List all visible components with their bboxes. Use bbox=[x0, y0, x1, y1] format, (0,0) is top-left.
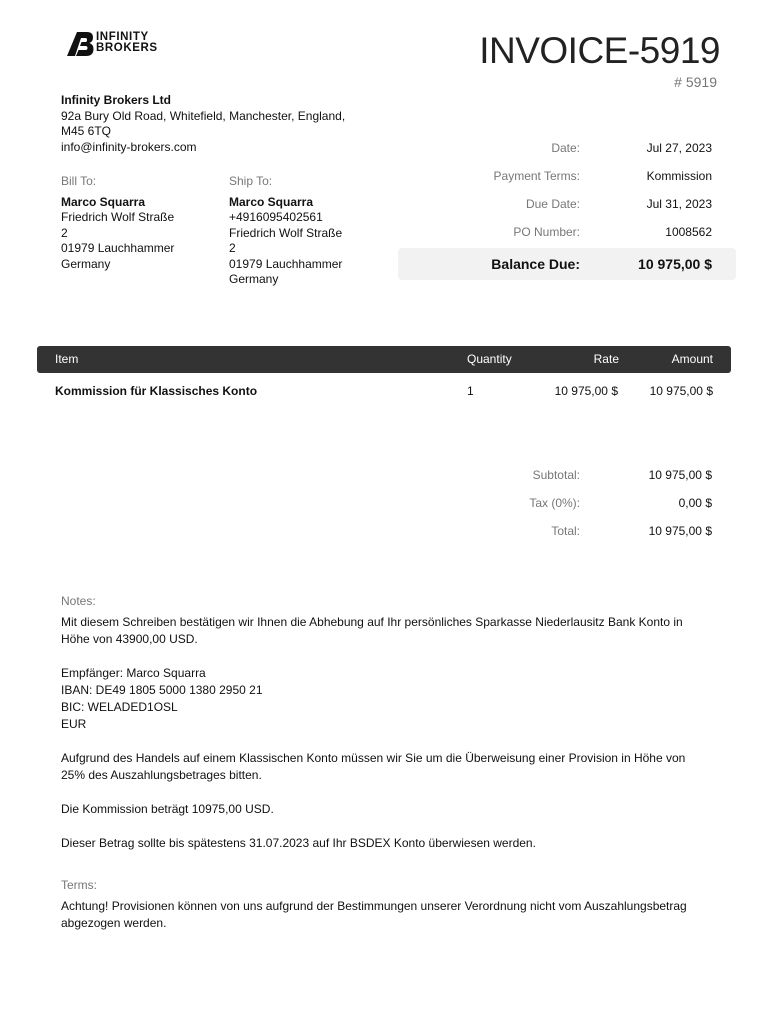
notes-iban: IBAN: DE49 1805 5000 1380 2950 21 bbox=[61, 683, 263, 697]
ship-to-city: 01979 Lauchhammer bbox=[229, 256, 343, 271]
bill-to-name: Marco Squarra bbox=[61, 194, 146, 209]
notes-bic: BIC: WELADED1OSL bbox=[61, 700, 178, 714]
item-description: Kommission für Klassisches Konto bbox=[55, 384, 258, 398]
notes-p4: Dieser Betrag sollte bis spätestens 31.07.2023 auf Ihr BSDEX Konto überwiesen werden. bbox=[61, 836, 536, 850]
item-amount: 10 975,00 $ bbox=[649, 384, 713, 398]
notes-p2-line1: Aufgrund des Handels auf einem Klassischen Konto müssen wir Sie um die Überweisung einer Provision in Höhe von bbox=[61, 751, 686, 765]
due-date-label: Due Date: bbox=[525, 197, 580, 211]
sender-address-line2: M45 6TQ bbox=[61, 124, 112, 138]
notes-p1-line1: Mit diesem Schreiben bestätigen wir Ihnen die Abhebung auf Ihr persönliches Sparkasse Niederlausitz Bank Konto in bbox=[61, 615, 683, 629]
ship-to-name: Marco Squarra bbox=[229, 194, 314, 209]
subtotal-value: 10 975,00 $ bbox=[648, 468, 712, 482]
ship-to-block bbox=[229, 174, 379, 288]
balance-due-value: 10 975,00 $ bbox=[638, 256, 712, 272]
terms-line1: Achtung! Provisionen können von uns aufgrund der Bestimmungen unserer Verordnung nicht vom Auszahlungsbetrag bbox=[61, 899, 687, 913]
invoice-title: INVOICE-5919 bbox=[479, 30, 720, 71]
due-date-value: Jul 31, 2023 bbox=[646, 197, 712, 211]
ship-to-label: Ship To: bbox=[229, 174, 273, 188]
subtotal-label: Subtotal: bbox=[532, 468, 580, 482]
notes-p3: Die Kommission beträgt 10975,00 USD. bbox=[61, 802, 274, 816]
payment-terms-value: Kommission bbox=[646, 169, 712, 183]
items-table-header bbox=[37, 346, 731, 373]
notes-p2-line2: 25% des Auszahlungsbetrages bitten. bbox=[61, 768, 262, 782]
item-quantity: 1 bbox=[467, 384, 474, 398]
tax-row bbox=[398, 489, 736, 517]
meta-date-row bbox=[398, 134, 736, 162]
sender-block bbox=[61, 93, 361, 155]
terms-label: Terms: bbox=[61, 878, 97, 892]
tax-value: 0,00 $ bbox=[678, 496, 712, 510]
ship-to-street1: Friedrich Wolf Straße bbox=[229, 225, 343, 240]
terms-section bbox=[61, 877, 711, 932]
bill-to-street1: Friedrich Wolf Straße bbox=[61, 210, 175, 224]
balance-due-label: Balance Due: bbox=[491, 256, 580, 272]
ship-to-country: Germany bbox=[229, 272, 279, 286]
sender-name: Infinity Brokers Ltd bbox=[61, 93, 172, 107]
date-value: Jul 27, 2023 bbox=[646, 141, 712, 155]
bill-to-block bbox=[61, 174, 211, 272]
subtotal-row bbox=[398, 461, 736, 489]
bill-to-label: Bill To: bbox=[61, 174, 97, 188]
bill-to-street2: 2 bbox=[61, 225, 68, 240]
sender-email: info@infinity-brokers.com bbox=[61, 139, 197, 154]
notes-currency: EUR bbox=[61, 717, 87, 731]
balance-due-row bbox=[398, 248, 736, 280]
total-row bbox=[398, 517, 736, 545]
item-rate: 10 975,00 $ bbox=[554, 384, 618, 398]
company-logo bbox=[66, 31, 176, 57]
total-value: 10 975,00 $ bbox=[648, 524, 712, 538]
header-amount: Amount bbox=[671, 352, 713, 366]
ship-to-phone: +4916095402561 bbox=[229, 210, 323, 224]
tax-label: Tax (0%): bbox=[529, 496, 580, 510]
header-item: Item bbox=[55, 352, 79, 366]
meta-due-row bbox=[398, 190, 736, 218]
header-quantity: Quantity bbox=[467, 352, 512, 366]
meta-terms-row bbox=[398, 162, 736, 190]
brand-name-line2: BROKERS bbox=[96, 42, 158, 54]
date-label: Date: bbox=[551, 141, 580, 155]
notes-label: Notes: bbox=[61, 594, 96, 608]
bill-to-country: Germany bbox=[61, 256, 111, 271]
header-rate: Rate bbox=[593, 352, 619, 366]
table-row bbox=[37, 383, 731, 403]
notes-section bbox=[61, 593, 711, 852]
payment-terms-label: Payment Terms: bbox=[493, 169, 580, 183]
ship-to-street2: 2 bbox=[229, 241, 236, 255]
sender-address-line1: 92a Bury Old Road, Whitefield, Manchester, England, bbox=[61, 108, 346, 123]
invoice-number: # 5919 bbox=[674, 74, 717, 90]
brand-name-line1: INFINITY bbox=[96, 31, 149, 43]
bill-to-city: 01979 Lauchhammer bbox=[61, 241, 175, 255]
notes-recipient: Empfänger: Marco Squarra bbox=[61, 666, 206, 680]
terms-line2: abgezogen werden. bbox=[61, 916, 167, 930]
brand-logo-icon bbox=[66, 31, 94, 57]
meta-po-row bbox=[398, 218, 736, 246]
po-number-label: PO Number: bbox=[513, 225, 580, 239]
total-label: Total: bbox=[551, 524, 580, 538]
notes-p1-line2: Höhe von 43900,00 USD. bbox=[61, 632, 198, 646]
po-number-value: 1008562 bbox=[665, 225, 712, 239]
